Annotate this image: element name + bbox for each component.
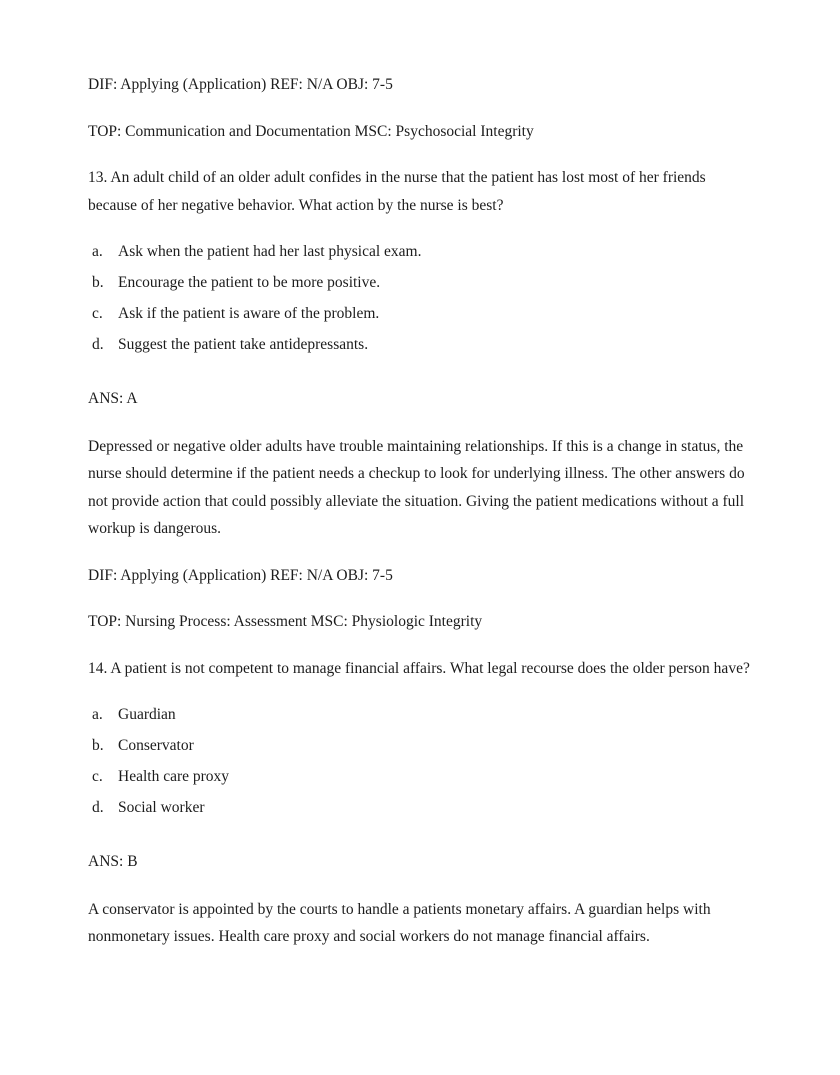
option-c (88, 763, 754, 794)
meta-dif-line: DIF: Applying (Application) REF: N/A OBJ: 7-5 (88, 76, 393, 93)
question-13-meta-top: TOP: Nursing Process: Assessment MSC: Physiologic Integrity (88, 613, 483, 630)
question-14-options (88, 701, 754, 825)
question-13-options (88, 238, 754, 362)
option-text: Encourage the patient to be more positive. (118, 274, 381, 291)
option-text: Ask if the patient is aware of the problem. (118, 305, 380, 322)
question-13-stem: 13. An adult child of an older adult confides in the nurse that the patient has lost most of her friends because of her negative behavior. What action by the nurse is best? (88, 169, 706, 214)
meta-top-line: TOP: Communication and Documentation MSC: Psychosocial Integrity (88, 122, 534, 140)
question-14-answer: ANS: B (88, 853, 138, 870)
option-letter: d. (92, 799, 104, 816)
option-text: Social worker (118, 799, 205, 816)
question-13-rationale: Depressed or negative older adults have trouble maintaining relationships. If this is a change in status, the nurse should determine if the patient needs a checkup to look for underlying illness. The other answers do not provide action that could possibly alleviate the situation. Giving the patient medications without a full workup is dangerous. (88, 437, 745, 537)
option-d (88, 331, 754, 362)
option-text: Conservator (118, 737, 194, 754)
question-14-rationale: A conservator is appointed by the courts to handle a patients monetary affairs. A guardian helps with nonmonetary issues. Health care proxy and social workers do not manage financial affairs. (88, 900, 711, 945)
option-letter: b. (92, 737, 104, 754)
option-text: Suggest the patient take antidepressants. (118, 336, 369, 353)
option-a (88, 238, 754, 269)
option-text: Guardian (118, 706, 176, 723)
option-d (88, 794, 754, 825)
option-letter: a. (92, 243, 103, 260)
option-text: Health care proxy (118, 768, 230, 785)
question-13-meta-dif: DIF: Applying (Application) REF: N/A OBJ: 7-5 (88, 566, 393, 584)
option-letter: c. (92, 768, 103, 785)
option-a (88, 701, 754, 732)
option-letter: c. (92, 305, 103, 322)
option-c (88, 300, 754, 331)
option-b (88, 269, 754, 300)
question-13-answer: ANS: A (88, 390, 138, 407)
question-14-stem: 14. A patient is not competent to manage financial affairs. What legal recourse does the older person have? (88, 659, 750, 677)
option-letter: a. (92, 706, 103, 723)
option-b (88, 732, 754, 763)
option-letter: b. (92, 274, 104, 291)
option-letter: d. (92, 336, 104, 353)
option-text: Ask when the patient had her last physical exam. (118, 243, 422, 260)
